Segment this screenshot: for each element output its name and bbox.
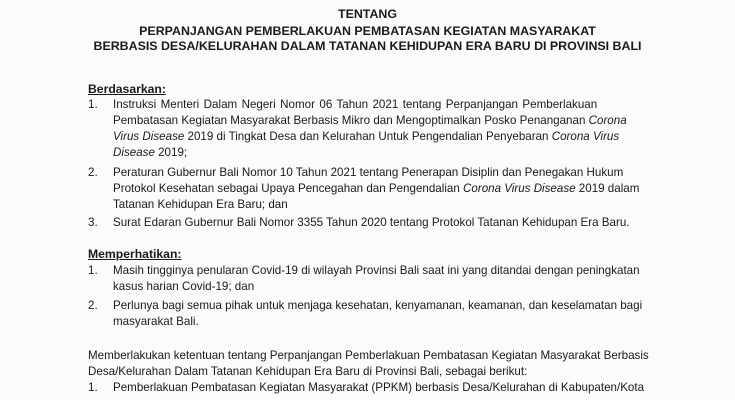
berdasarkan-item-1-line-3: Virus Disease 2019 di Tingkat Desa dan Kelurahan Untuk Pengendalian Penyebaran Corona Virus bbox=[113, 130, 620, 143]
document-title: TENTANG bbox=[338, 7, 397, 21]
berdasarkan-item-3-line-1: Surat Edaran Gubernur Bali Nomor 3355 Tahun 2020 tentang Protokol Tatanan Kehidupan Era Baru. bbox=[113, 216, 630, 229]
berdasarkan-item-3-number: 3. bbox=[88, 216, 98, 229]
berdasarkan-item-2-line-2: Protokol Kesehatan sebagai Upaya Pencegahan dan Pengendalian Corona Virus Disease 2019 dalam bbox=[113, 182, 640, 195]
closing-item-1-line-1: Pemberlakuan Pembatasan Kegiatan Masyarakat (PPKM) berbasis Desa/Kelurahan di Kabupaten/Kota bbox=[113, 381, 645, 394]
berdasarkan-item-2-line-3: Tatanan Kehidupan Era Baru; dan bbox=[113, 198, 288, 211]
berdasarkan-item-1-line-2: Pembatasan Kegiatan Masyarakat Berbasis Mikro dan Mengoptimalkan Posko Penanganan Corona bbox=[113, 114, 627, 127]
berdasarkan-item-1-number: 1. bbox=[88, 98, 98, 111]
memperhatikan-item-2-line-1: Perlunya bagi semua pihak untuk menjaga kesehatan, kenyamanan, keamanan, dan keselamatan bagi bbox=[113, 299, 643, 312]
closing-line-1: Memberlakukan ketentuan tentang Perpanjangan Pemberlakuan Pembatasan Kegiatan Masyarakat Berbasis bbox=[88, 349, 649, 362]
document-subtitle-line-1: PERPANJANGAN PEMBERLAKUAN PEMBATASAN KEGIATAN MASYARAKAT bbox=[139, 24, 596, 38]
berdasarkan-item-1-line-4: Disease 2019; bbox=[113, 146, 188, 159]
closing-item-1-number: 1. bbox=[88, 381, 98, 394]
berdasarkan-item-2-number: 2. bbox=[88, 166, 98, 179]
berdasarkan-item-2-line-1: Peraturan Gubernur Bali Nomor 10 Tahun 2021 tentang Penerapan Disiplin dan Penegakan Hukum bbox=[113, 166, 624, 179]
document-subtitle-line-2: BERBASIS DESA/KELURAHAN DALAM TATANAN KEHIDUPAN ERA BARU DI PROVINSI BALI bbox=[93, 39, 642, 53]
closing-line-2: Desa/Kelurahan Dalam Tatanan Kehidupan Era Baru di Provinsi Bali, sebagai berikut: bbox=[88, 365, 528, 378]
memperhatikan-heading: Memperhatikan: bbox=[88, 247, 182, 261]
memperhatikan-item-1-number: 1. bbox=[88, 264, 98, 277]
memperhatikan-item-1-line-1: Masih tingginya penularan Covid-19 di wilayah Provinsi Bali saat ini yang ditandai dengan peningkatan bbox=[113, 264, 640, 277]
memperhatikan-item-2-line-2: masyarakat Bali. bbox=[113, 315, 199, 328]
berdasarkan-heading: Berdasarkan: bbox=[88, 82, 166, 96]
memperhatikan-item-2-number: 2. bbox=[88, 299, 98, 312]
berdasarkan-item-1-line-1: Instruksi Menteri Dalam Negeri Nomor 06 Tahun 2021 tentang Perpanjangan Pemberlakuan bbox=[113, 98, 598, 111]
memperhatikan-item-1-line-2: kasus harian Covid-19; dan bbox=[113, 280, 255, 293]
